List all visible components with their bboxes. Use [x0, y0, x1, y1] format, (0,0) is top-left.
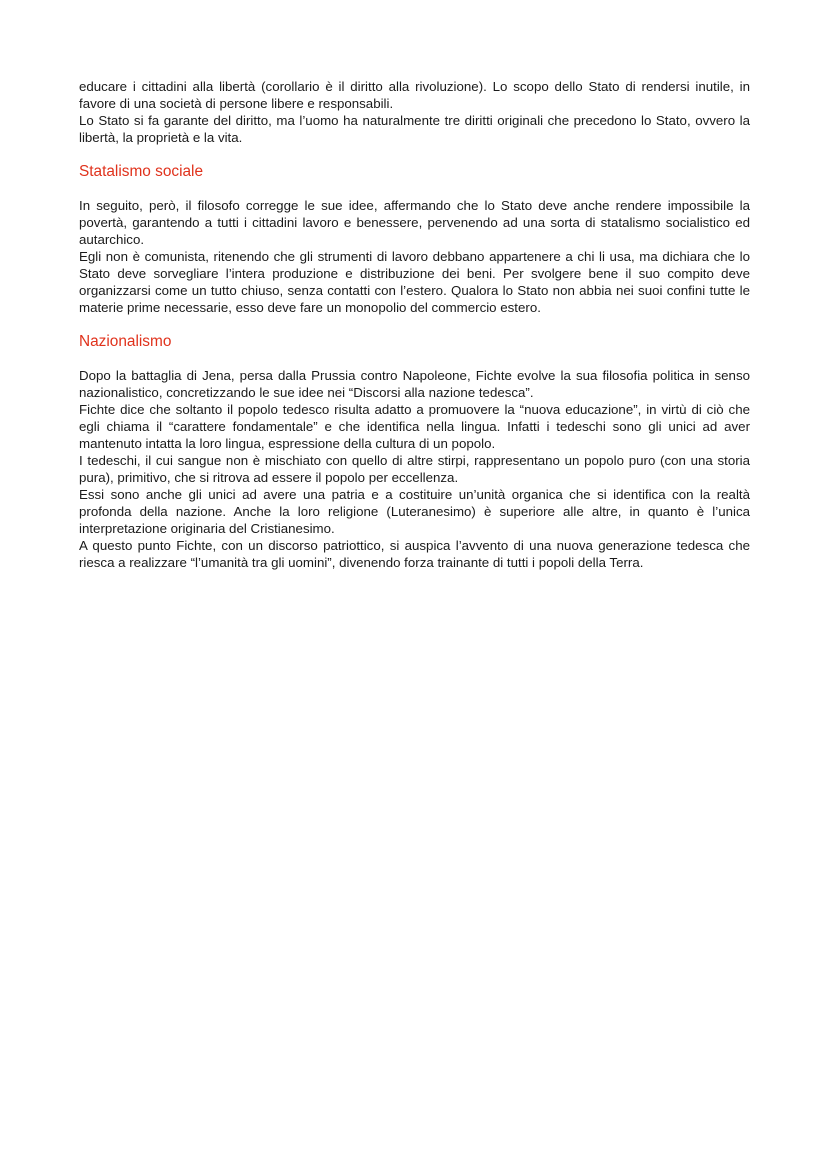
document-page [79, 78, 750, 571]
paragraph: Essi sono anche gli unici ad avere una patria e a costituire un’unità organica che si identifica con la realtà profonda della nazione. Anche la loro religione (Luteranesimo) è superiore alle altre, in quanto è l’unica interpretazione originaria del Cristianesimo. [79, 487, 750, 536]
paragraph: I tedeschi, il cui sangue non è mischiato con quello di altre stirpi, rappresentano un popolo puro (con una storia pura), primitivo, che si ritrova ad essere il popolo per eccellenza. [79, 453, 750, 485]
paragraph: educare i cittadini alla libertà (corollario è il diritto alla rivoluzione). Lo scopo dello Stato di rendersi inutile, in favore di una società di persone libere e responsabili. [79, 79, 750, 111]
section-heading: Statalismo sociale [79, 163, 204, 180]
section-nazionalismo [79, 333, 750, 571]
paragraph: A questo punto Fichte, con un discorso patriottico, si auspica l’avvento di una nuova generazione tedesca che riesca a realizzare “l’umanità tra gli uomini”, divenendo forza trainante di tutti i popoli della Terra. [79, 538, 750, 570]
paragraph: Egli non è comunista, ritenendo che gli strumenti di lavoro debbano appartenere a chi li usa, ma dichiara che lo Stato deve sorvegliare l’intera produzione e distribuzione dei beni. Per svolgere bene il suo compito deve organizzarsi come un tutto chiuso, senza contatti con l’estero. Qualora lo Stato non abbia nei suoi confini tutte le materie prime necessarie, esso deve fare un monopolio del commercio estero. [79, 249, 750, 315]
paragraph: Fichte dice che soltanto il popolo tedesco risulta adatto a promuovere la “nuova educazione”, in virtù di ciò che egli chiama il “carattere fondamentale” e che identifica nella lingua. Infatti i tedeschi sono gli unici ad aver mantenuto intatta la loro lingua, espressione della cultura di un popolo. [79, 402, 750, 451]
paragraph: In seguito, però, il filosofo corregge le sue idee, affermando che lo Stato deve anche rendere impossibile la povertà, garantendo a tutti i cittadini lavoro e benessere, pervenendo ad una sorta di statalismo socialistico ed autarchico. [79, 198, 750, 247]
section-statalismo-sociale [79, 163, 750, 316]
paragraph: Dopo la battaglia di Jena, persa dalla Prussia contro Napoleone, Fichte evolve la sua filosofia politica in senso nazionalistico, concretizzando le sue idee nei “Discorsi alla nazione tedesca”. [79, 368, 750, 400]
intro-block [79, 78, 750, 146]
section-heading: Nazionalismo [79, 333, 172, 350]
paragraph: Lo Stato si fa garante del diritto, ma l’uomo ha naturalmente tre diritti originali che precedono lo Stato, ovvero la libertà, la proprietà e la vita. [79, 113, 750, 145]
